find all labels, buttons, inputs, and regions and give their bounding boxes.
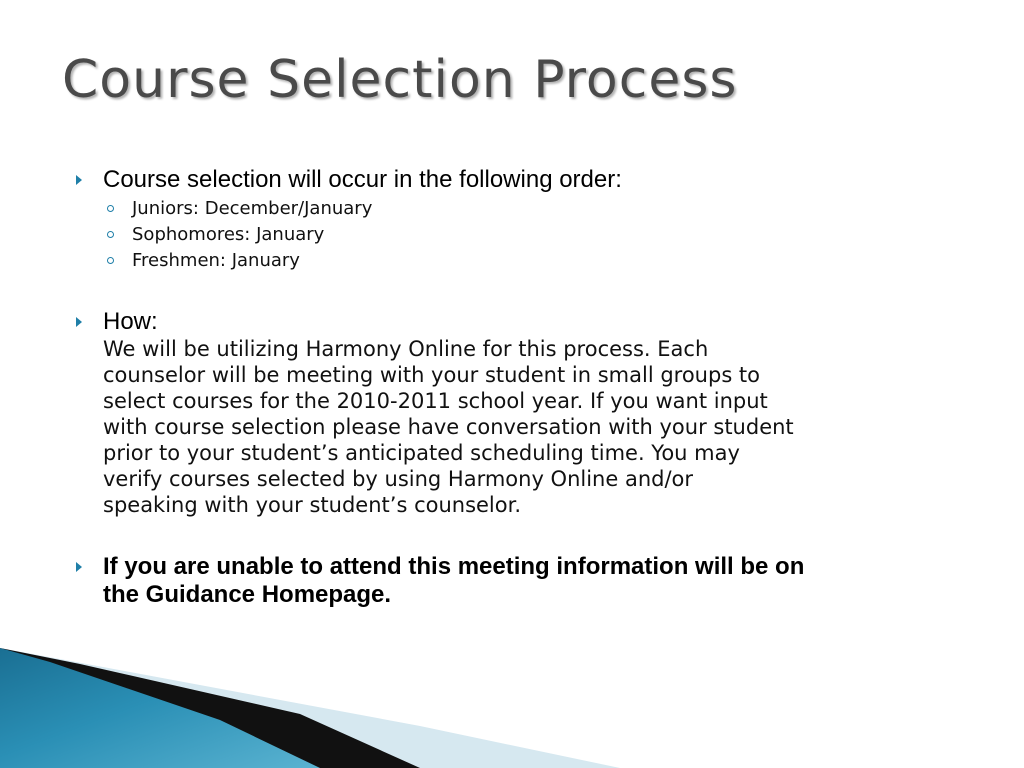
ring-icon xyxy=(107,205,114,212)
how-body-line: prior to your student’s anticipated scheduling time. You may xyxy=(103,441,740,465)
how-body-line: counselor will be meeting with your student in small groups to xyxy=(103,363,761,387)
bullet-heading-unable: If you are unable to attend this meeting information will be on xyxy=(103,553,805,580)
list-item xyxy=(103,196,976,222)
bullet-order xyxy=(76,166,976,274)
sub-item-sophomores: Sophomores: January xyxy=(132,224,325,245)
sub-item-freshmen: Freshmen: January xyxy=(132,250,300,271)
bullet-heading-how: How: xyxy=(103,308,158,335)
how-body-line: speaking with your student’s counselor. xyxy=(103,493,522,517)
how-body-line: select courses for the 2010-2011 school year. If you want input xyxy=(103,389,768,413)
ring-icon xyxy=(107,257,114,264)
sub-list-order xyxy=(103,196,976,274)
bullet-row xyxy=(76,166,976,194)
swoosh-dark-band xyxy=(0,648,420,768)
bullet-heading-order: Course selection will occur in the following order: xyxy=(103,166,622,193)
bullet-row xyxy=(76,308,976,518)
bullet-heading-unable: the Guidance Homepage. xyxy=(103,581,392,608)
how-body-line: with course selection please have conversation with your student xyxy=(103,415,794,439)
ring-icon xyxy=(107,231,114,238)
how-body-line: verify courses selected by using Harmony Online and/or xyxy=(103,467,694,491)
how-body-line: We will be utilizing Harmony Online for this process. Each xyxy=(103,337,709,361)
bullet-how xyxy=(76,308,976,518)
sub-item-juniors: Juniors: December/January xyxy=(132,198,373,219)
triangle-arrow-icon xyxy=(76,317,82,327)
slide-title: Course Selection Process xyxy=(62,50,738,110)
triangle-arrow-icon xyxy=(76,562,82,572)
bullet-unable xyxy=(76,553,976,609)
triangle-arrow-icon xyxy=(76,175,82,185)
list-item xyxy=(103,222,976,248)
swoosh-light-band xyxy=(0,648,620,768)
swoosh-teal-band xyxy=(0,648,320,768)
bullet-row xyxy=(76,553,976,609)
list-item xyxy=(103,248,976,274)
